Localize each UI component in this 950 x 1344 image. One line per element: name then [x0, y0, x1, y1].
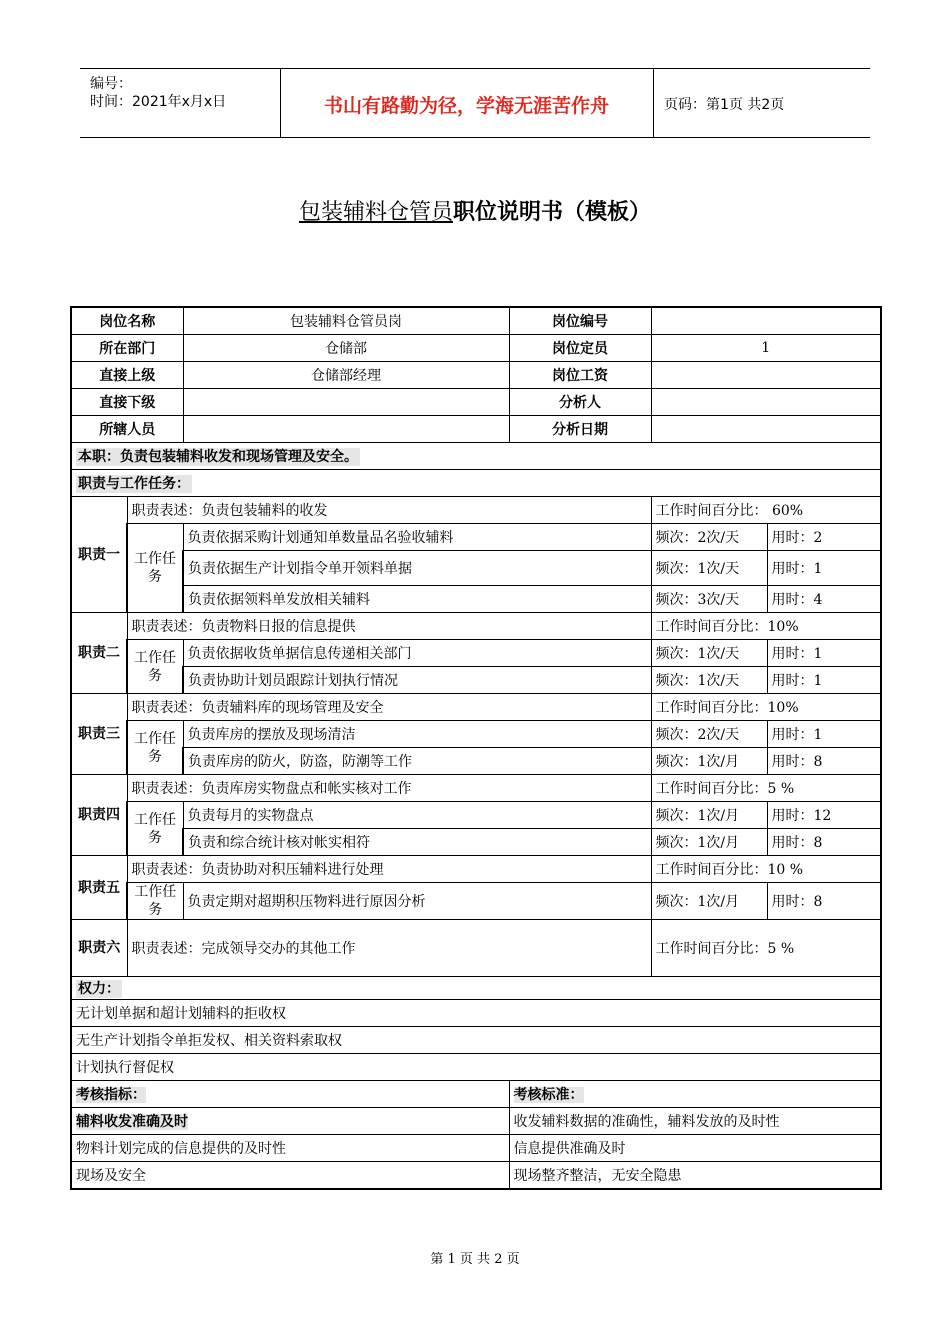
indicator-cell: 物料计划完成的信息提供的及时性: [71, 1135, 509, 1162]
subordinate-value: [183, 389, 509, 416]
duties-header: 职责与工作任务：: [71, 470, 881, 497]
duty-desc-row: [71, 497, 881, 524]
task-freq: 频次：1次/天: [651, 640, 767, 667]
task-time: 用时：4: [767, 586, 881, 613]
right-item: 无计划单据和超计划辅料的拒收权: [71, 1000, 881, 1027]
task-freq: 频次：3次/天: [651, 586, 767, 613]
assessment-row: [71, 1108, 881, 1135]
duty-pct: 工作时间百分比：10 %: [651, 856, 881, 883]
work-task-label: 工作任务: [127, 524, 183, 613]
task-time: 用时：12: [767, 802, 881, 829]
duty-desc-row: [71, 775, 881, 802]
task-time: 用时：1: [767, 640, 881, 667]
duty-desc-row: [71, 613, 881, 640]
document-title: [0, 195, 950, 226]
task-row: [71, 721, 881, 748]
indicator-cell: 现场及安全: [71, 1162, 509, 1190]
duty-pct: 工作时间百分比：10%: [651, 613, 881, 640]
salary-label: 岗位工资: [509, 362, 651, 389]
title-position: 包装辅料仓管员: [298, 200, 453, 225]
duty-name: 职责六: [71, 920, 127, 977]
staff-value: [183, 416, 509, 443]
task-row: [71, 586, 881, 613]
info-row: [71, 307, 881, 335]
header-meta-cell: [80, 69, 281, 137]
duty-desc: 职责表述：负责库房实物盘点和帐实核对工作: [127, 775, 651, 802]
analysis-date-label: 分析日期: [509, 416, 651, 443]
task-time: 用时：1: [767, 721, 881, 748]
info-row: [71, 362, 881, 389]
task-row: [71, 524, 881, 551]
duty-name: 职责五: [71, 856, 127, 920]
right-row: [71, 1027, 881, 1054]
standard-cell: 现场整齐整洁，无安全隐患: [509, 1162, 881, 1190]
duty-name: 职责二: [71, 613, 127, 694]
indicator-header: 考核指标：: [71, 1081, 509, 1108]
summary-row: [71, 443, 881, 470]
post-name-value: 包装辅料仓管员岗: [183, 307, 509, 335]
job-description-table: [70, 306, 882, 1190]
work-task-label: 工作任务: [127, 883, 183, 920]
job-summary: 本职：负责包装辅料收发和现场管理及安全。: [71, 443, 881, 470]
assessment-row: [71, 1135, 881, 1162]
task-time: 用时：8: [767, 829, 881, 856]
task-freq: 频次：1次/天: [651, 551, 767, 586]
duty-desc-row: [71, 920, 881, 977]
duty-pct: 工作时间百分比：5 %: [651, 775, 881, 802]
duties-header-row: [71, 470, 881, 497]
duty-desc: 职责表述：负责包装辅料的收发: [127, 497, 651, 524]
page-header: [80, 68, 870, 138]
headcount-value: 1: [651, 335, 881, 362]
task-freq: 频次：1次/天: [651, 667, 767, 694]
task-time: 用时：1: [767, 667, 881, 694]
duty-pct: 工作时间百分比： 60%: [651, 497, 881, 524]
post-code-value: [651, 307, 881, 335]
right-item: 无生产计划指令单拒发权、相关资料索取权: [71, 1027, 881, 1054]
task-time: 用时：8: [767, 748, 881, 775]
duty-desc: 职责表述：负责协助对积压辅料进行处理: [127, 856, 651, 883]
rights-header: 权力：: [71, 977, 881, 1000]
assessment-row: [71, 1162, 881, 1190]
task-time: 用时：8: [767, 883, 881, 920]
header-page-cell: [654, 69, 870, 137]
task-time: 用时：2: [767, 524, 881, 551]
right-row: [71, 1000, 881, 1027]
task-row: [71, 551, 881, 586]
duty-name: 职责一: [71, 497, 127, 613]
duty-pct: 工作时间百分比：10%: [651, 694, 881, 721]
info-row: [71, 416, 881, 443]
duty-name: 职责三: [71, 694, 127, 775]
assessment-header-row: [71, 1081, 881, 1108]
task-row: [71, 883, 881, 920]
duty-desc: 职责表述：负责辅料库的现场管理及安全: [127, 694, 651, 721]
right-row: [71, 1054, 881, 1081]
title-doc-type: 职位说明书（模板）: [453, 200, 652, 225]
task-text: 负责和综合统计核对帐实相符: [183, 829, 651, 856]
post-code-label: 岗位编号: [509, 307, 651, 335]
headcount-label: 岗位定员: [509, 335, 651, 362]
task-freq: 频次：1次/月: [651, 883, 767, 920]
task-freq: 频次：1次/月: [651, 748, 767, 775]
standard-cell: 收发辅料数据的准确性，辅料发放的及时性: [509, 1108, 881, 1135]
dept-label: 所在部门: [71, 335, 183, 362]
duty-desc: 职责表述：完成领导交办的其他工作: [127, 920, 651, 977]
dept-value: 仓储部: [183, 335, 509, 362]
duty-name: 职责四: [71, 775, 127, 856]
analyst-label: 分析人: [509, 389, 651, 416]
staff-label: 所辖人员: [71, 416, 183, 443]
task-row: [71, 802, 881, 829]
task-row: [71, 640, 881, 667]
indicator-cell: 辅料收发准确及时: [71, 1108, 509, 1135]
task-row: [71, 748, 881, 775]
task-text: 负责库房的防火，防盗，防潮等工作: [183, 748, 651, 775]
post-name-label: 岗位名称: [71, 307, 183, 335]
motto: 书山有路勤为径，学海无涯苦作舟: [323, 95, 609, 117]
doc-date-label: 时间：2021年x月x日: [90, 94, 227, 110]
standard-header: 考核标准：: [509, 1081, 881, 1108]
task-text: 负责每月的实物盘点: [183, 802, 651, 829]
info-row: [71, 335, 881, 362]
header-motto-cell: [280, 69, 654, 137]
subordinate-label: 直接下级: [71, 389, 183, 416]
analyst-value: [651, 389, 881, 416]
work-task-label: 工作任务: [127, 802, 183, 856]
analysis-date-value: [651, 416, 881, 443]
task-text: 负责依据采购计划通知单数量品名验收辅料: [183, 524, 651, 551]
standard-cell: 信息提供准确及时: [509, 1135, 881, 1162]
task-text: 负责依据领料单发放相关辅料: [183, 586, 651, 613]
salary-value: [651, 362, 881, 389]
right-item: 计划执行督促权: [71, 1054, 881, 1081]
info-row: [71, 389, 881, 416]
work-task-label: 工作任务: [127, 721, 183, 775]
superior-value: 仓储部经理: [183, 362, 509, 389]
task-freq: 频次：1次/月: [651, 802, 767, 829]
page-label: 页码：第1页 共2页: [664, 97, 785, 113]
task-freq: 频次：2次/天: [651, 721, 767, 748]
task-row: [71, 667, 881, 694]
duty-desc-row: [71, 856, 881, 883]
task-text: 负责协助计划员跟踪计划执行情况: [183, 667, 651, 694]
doc-number-label: 编号：: [90, 76, 132, 92]
task-time: 用时：1: [767, 551, 881, 586]
task-freq: 频次：1次/月: [651, 829, 767, 856]
superior-label: 直接上级: [71, 362, 183, 389]
duty-desc: 职责表述：负责物料日报的信息提供: [127, 613, 651, 640]
task-text: 负责依据生产计划指令单开领料单据: [183, 551, 651, 586]
task-text: 负责定期对超期积压物料进行原因分析: [183, 883, 651, 920]
task-row: [71, 829, 881, 856]
task-text: 负责库房的摆放及现场清洁: [183, 721, 651, 748]
work-task-label: 工作任务: [127, 640, 183, 694]
duty-pct: 工作时间百分比：5 %: [651, 920, 881, 977]
task-text: 负责依据收货单据信息传递相关部门: [183, 640, 651, 667]
task-freq: 频次：2次/天: [651, 524, 767, 551]
rights-header-row: [71, 977, 881, 1000]
page-footer: 第 1 页 共 2 页: [430, 1252, 520, 1267]
duty-desc-row: [71, 694, 881, 721]
